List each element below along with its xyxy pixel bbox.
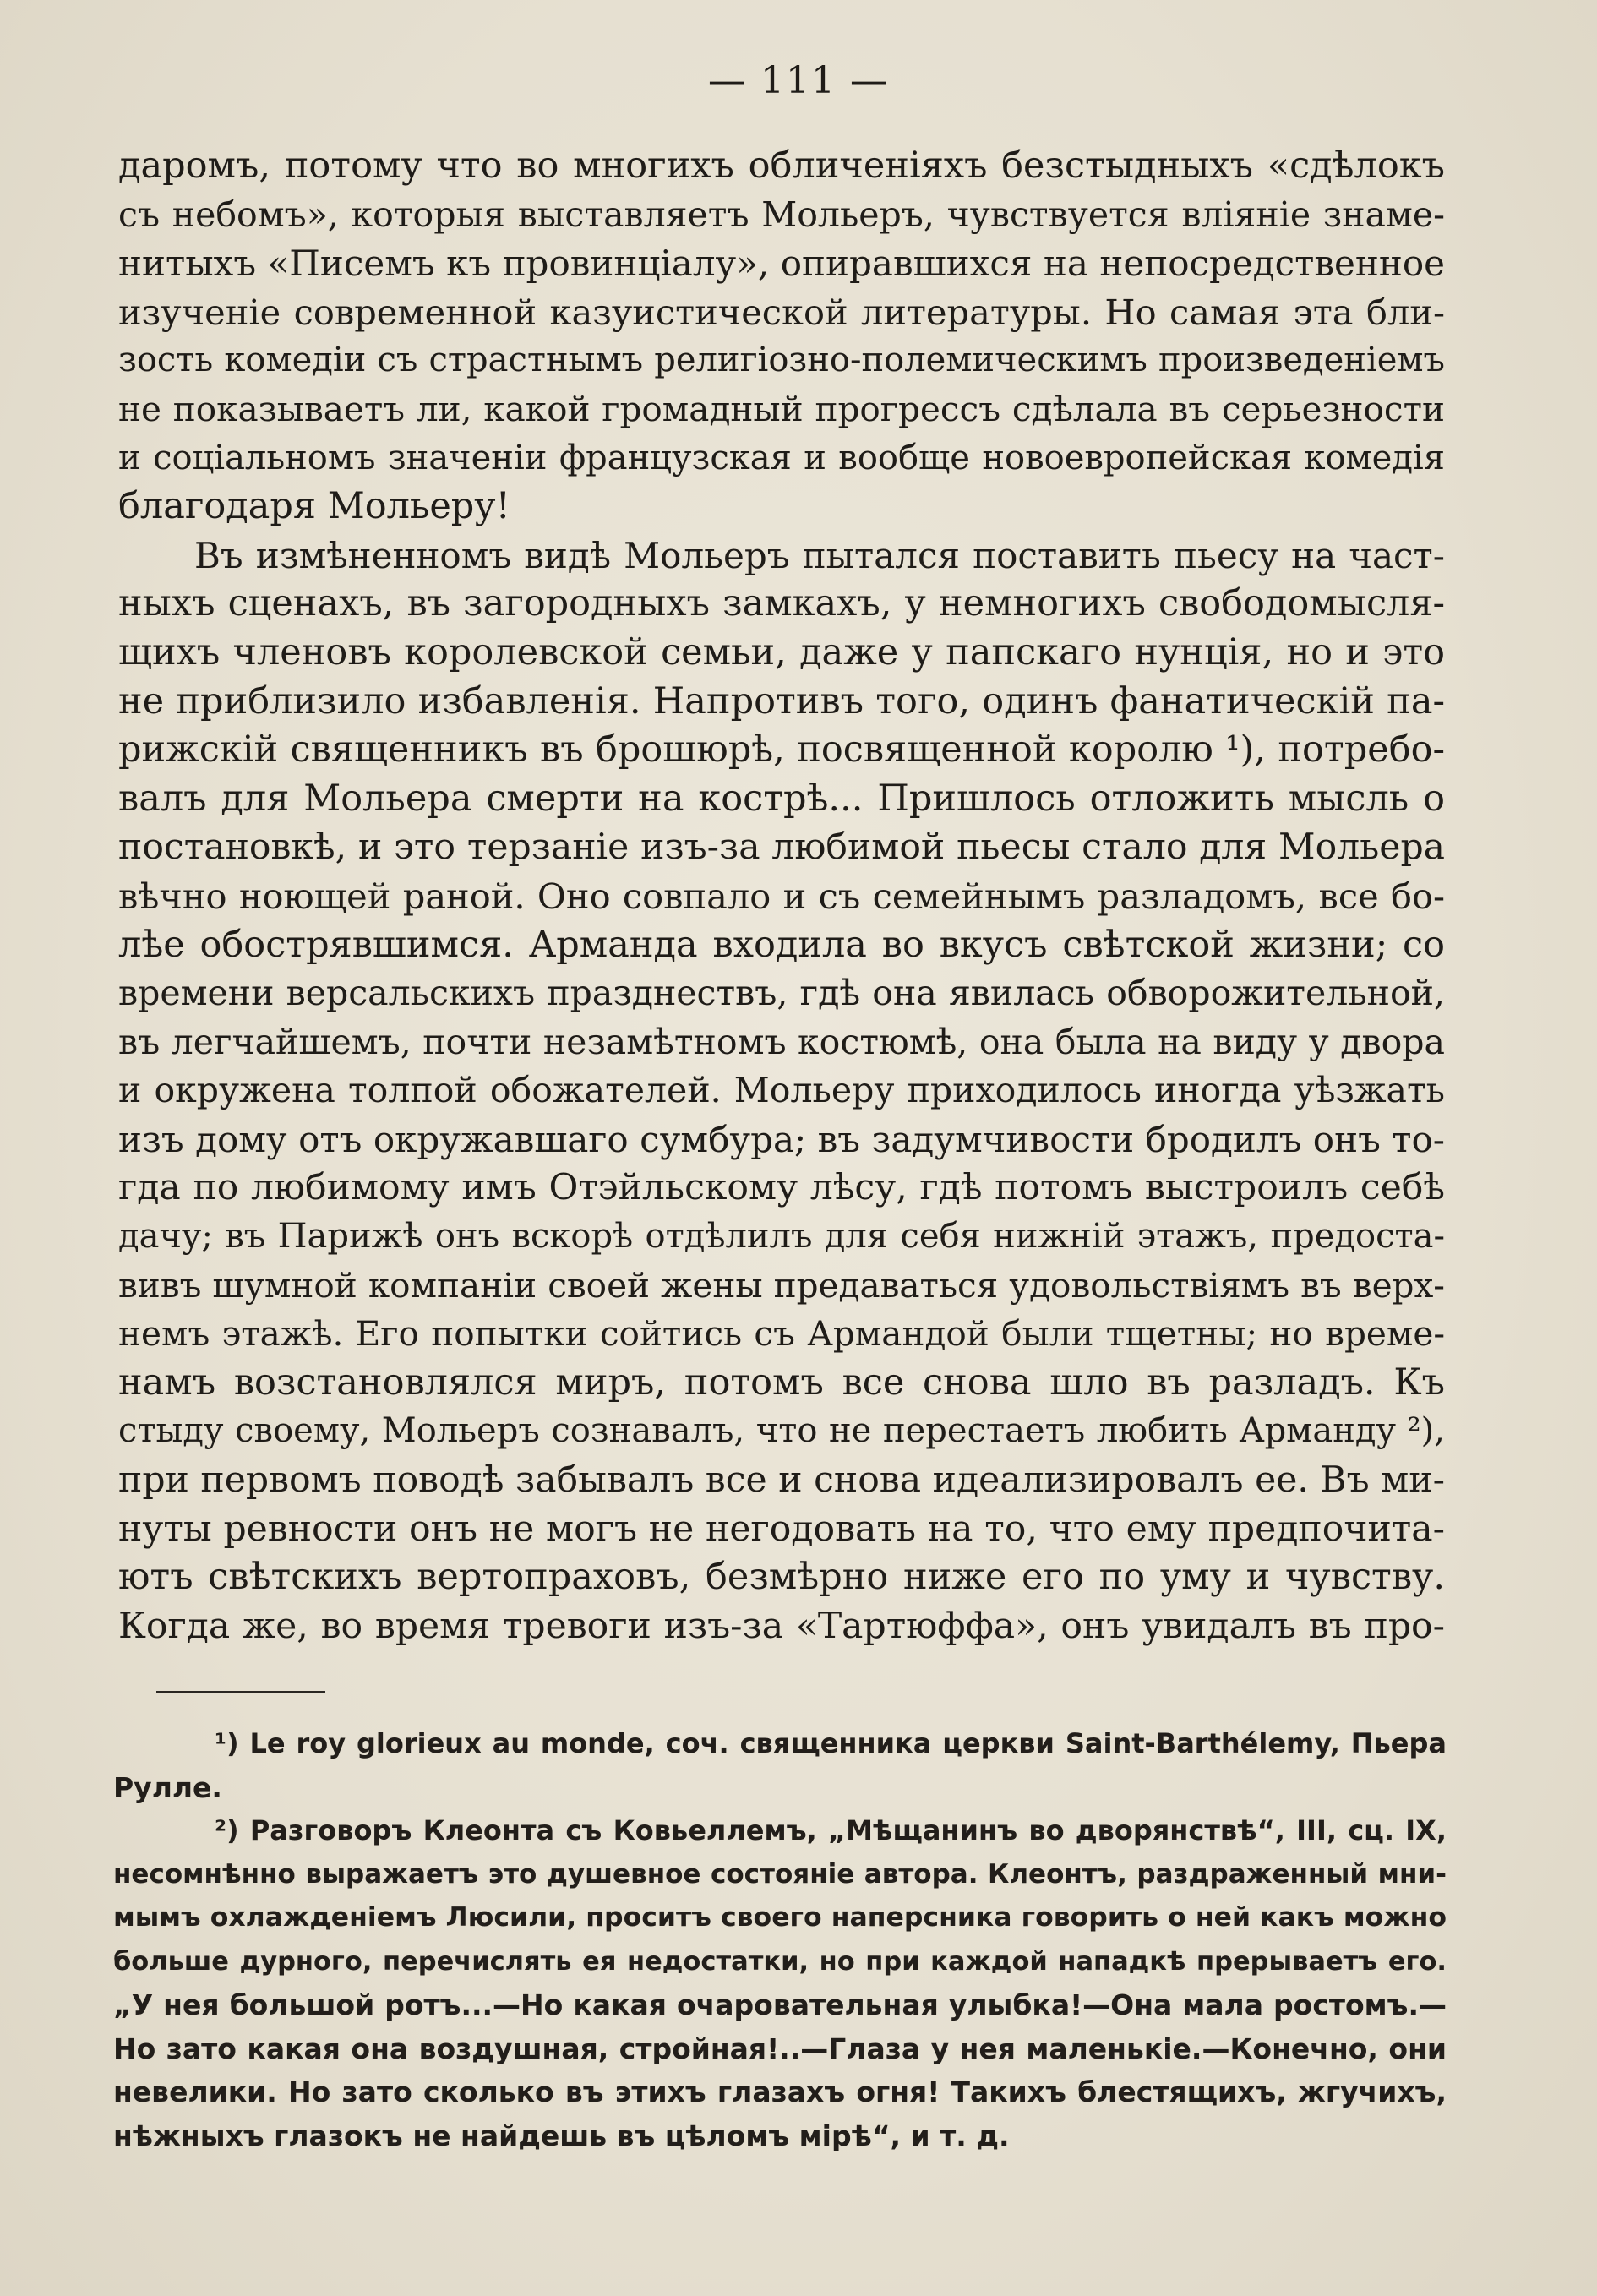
text-line: съ небомъ», которыя выставляетъ Мольеръ, чувствуется вліяніе знаме-	[118, 194, 1445, 235]
footnote-line: больше дурного, перечислять ея недостатки, но при каждой нападкѣ прерываетъ его.	[113, 1946, 1447, 1977]
text-line: времени версальскихъ празднествъ, гдѣ она явилась обворожительной,	[118, 973, 1445, 1014]
text-line: благодаря Мольеру!	[118, 485, 510, 528]
text-line: нуты ревности онъ не могъ не негодовать на то, что ему предпочита-	[118, 1508, 1445, 1550]
text-line: Когда же, во время тревоги изъ-за «Тартюффа», онъ увидалъ въ про-	[118, 1605, 1445, 1647]
footnote-line: ²) Разговоръ Клеонта съ Ковьеллемъ, „Мѣщанинъ во дворянствѣ“, III, сц. IX,	[215, 1814, 1447, 1846]
footnote-line: несомнѣнно выражаетъ это душевное состояніе автора. Клеонтъ, раздраженный мни-	[113, 1858, 1447, 1890]
text-line: при первомъ поводѣ забывалъ все и снова идеализировалъ ее. Въ ми-	[118, 1459, 1445, 1502]
text-line: щихъ членовъ королевской семьи, даже у папскаго нунція, но и это	[118, 630, 1445, 674]
text-line: изученіе современной казуистической литературы. Но самая эта бли-	[118, 291, 1445, 333]
text-line: намъ возстановлялся миръ, потомъ все снова шло въ разладъ. Къ	[118, 1361, 1445, 1404]
text-line: и соціальномъ значеніи французская и вообще новоевропейская комедія	[118, 438, 1445, 477]
text-line: изъ дому отъ окружавшаго сумбура; въ задумчивости бродилъ онъ то-	[118, 1118, 1445, 1160]
text-line: и окружена толпой обожателей. Мольеру приходилось иногда уѣзжать	[118, 1070, 1445, 1111]
text-line: лѣе обострявшимся. Арманда входила во вкусъ свѣтской жизни; со	[118, 923, 1445, 966]
footnote-line: мымъ охлажденіемъ Люсили, проситъ своего наперсника говорить о ней какъ можно	[113, 1902, 1447, 1933]
text-line: ютъ свѣтскихъ вертопраховъ, безмѣрно ниже его по уму и чувству.	[118, 1556, 1445, 1599]
text-line: не показываетъ ли, какой громадный прогрессъ сдѣлала въ серьезности	[118, 388, 1445, 429]
footnote-line: Рулле.	[113, 1770, 222, 1804]
footnote-line: Но зато какая она воздушная, стройная!..—Глаза у нея маленькіе.—Конечно, они	[113, 2031, 1447, 2065]
text-line: въ легчайшемъ, почти незамѣтномъ костюмѣ, она была на виду у двора	[118, 1021, 1445, 1062]
text-line: дачу; въ Парижѣ онъ вскорѣ отдѣлилъ для себя нижній этажъ, предоста-	[118, 1217, 1445, 1257]
text-line: вѣчно ноющей раной. Оно совпало и съ семейнымъ разладомъ, все бо-	[118, 875, 1445, 917]
footnote-line: нѣжныхъ глазокъ не найдешь въ цѣломъ мірѣ“, и т. д.	[113, 2119, 1010, 2152]
footnote-line: невелики. Но зато сколько въ этихъ глазахъ огня! Такихъ блестящихъ, жгучихъ,	[113, 2075, 1447, 2108]
main-text	[118, 142, 1445, 1650]
text-line: валъ для Мольера смерти на кострѣ... Пришлось отложить мысль о	[118, 777, 1445, 820]
text-line: даромъ, потому что во многихъ обличеніяхъ безстыдныхъ «сдѣлокъ	[118, 145, 1445, 187]
footnotes	[113, 1722, 1447, 2157]
page-number: — 111 —	[708, 59, 889, 102]
text-line: немъ этажѣ. Его попытки сойтись съ Армандой были тщетны; но време-	[118, 1313, 1445, 1355]
text-line: рижскій священникъ въ брошюрѣ, посвященной королю ¹), потребо-	[118, 728, 1445, 772]
footnote-line: ¹) Le roy glorieux au monde, соч. священника церкви Saint-Barthélemy, Пьера	[215, 1727, 1447, 1759]
text-line: стыду своему, Мольеръ сознавалъ, что не перестаетъ любить Арманду ²),	[118, 1411, 1445, 1451]
text-line: зость комедіи съ страстнымъ религіозно-полемическимъ произведеніемъ	[118, 341, 1445, 380]
text-line: гда по любимому имъ Отэйльскому лѣсу, гдѣ потомъ выстроилъ себѣ	[118, 1167, 1445, 1209]
footnote-line: „У нея большой ротъ...—Но какая очаровательная улыбка!—Она мала ростомъ.—	[113, 1988, 1447, 2021]
text-line: постановкѣ, и это терзаніе изъ-за любимой пьесы стало для Мольера	[118, 826, 1445, 869]
text-line: Въ измѣненномъ видѣ Мольеръ пытался поставить пьесу на част-	[194, 534, 1445, 576]
text-line: ныхъ сценахъ, въ загородныхъ замкахъ, у немногихъ свободомысля-	[118, 582, 1445, 625]
footnote-divider	[156, 1691, 325, 1693]
text-line: не приблизило избавленія. Напротивъ того, одинъ фанатическій па-	[118, 679, 1445, 723]
text-line: вивъ шумной компаніи своей жены предаваться удовольствіямъ въ верх-	[118, 1264, 1445, 1306]
text-line: нитыхъ «Писемъ къ провинціалу», опиравшихся на непосредственное	[118, 243, 1445, 285]
